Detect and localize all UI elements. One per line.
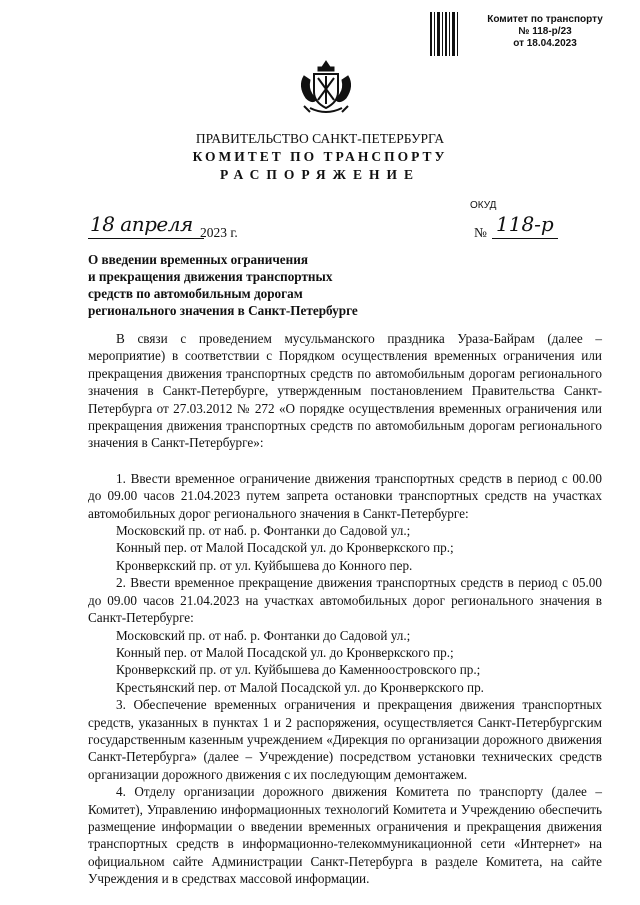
road-item: Кронверкский пр. от ул. Куйбышева до Каменноостровского пр.; [116, 662, 481, 678]
item-4-paragraph: 4. Отделу организации дорожного движения Комитета по транспорту (далее – Комитет), Управлению информационных технологий Комитета и Учреждению обеспечить размещение информации о введении временных ограничения и прекращения движения транспортных средств в информационно-телекоммуникационной сети «Интернет» на официальном сайте Администрации Санкт-Петербурга в разделе Комитета, на сайте Учреждения и в средствах массовой информации. [88, 784, 602, 887]
okud-label: ОКУД [470, 200, 497, 211]
document-subject [88, 251, 418, 319]
intro-paragraph: В связи с проведением мусульманского праздника Ураза-Байрам (далее – мероприятие) в соответствии с Порядком осуществления временных ограничения или прекращения движения транспортных средств по автомобильным дорогам регионального значения в Санкт-Петербурге, утвержденным постановлением Правительства Санкт-Петербурга от 27.03.2012 № 272 «О порядке осуществления временных ограничения или прекращения движения транспортных средств по автомобильным дорогам регионального значения в Санкт-Петербурге»: [88, 331, 602, 451]
subject-line: регионального значения в Санкт-Петербурге [88, 303, 358, 318]
date-year: 2023 г. [200, 225, 238, 240]
road-item: Кронверкский пр. от ул. Куйбышева до Конного пер. [116, 557, 413, 573]
item-3-paragraph: 3. Обеспечение временных ограничения и прекращения движения транспортных средств, указанных в пунктах 1 и 2 распоряжения, осуществляется Санкт-Петербургским государственным казенным учреждением «Дирекция по организации дорожного движения Санкт-Петербурга» (далее – Учреждение) посредством установки технических средств организации дорожного движения с их последующим демонтажем. [88, 697, 602, 782]
subject-line: средств по автомобильным дорогам [88, 286, 303, 301]
coat-of-arms-icon [296, 58, 356, 118]
document-body [88, 330, 602, 888]
registration-stamp [430, 12, 630, 56]
road-item: Конный пер. от Малой Посадской ул. до Кронверкского пр.; [116, 540, 454, 556]
subject-line: О введении временных ограничения [88, 252, 308, 267]
handwritten-number: 118-р [496, 212, 554, 236]
road-item: Московский пр. от наб. р. Фонтанки до Садовой ул.; [116, 627, 411, 643]
number-label: № [474, 225, 487, 240]
road-item: Конный пер. от Малой Посадской ул. до Кронверкского пр.; [116, 644, 454, 660]
road-item: Московский пр. от наб. р. Фонтанки до Садовой ул.; [116, 523, 411, 539]
stamp-line-1: Комитет по транспорту [487, 14, 603, 25]
handwritten-date: 18 апреля [90, 212, 193, 236]
item-2-paragraph: 2. Ввести временное прекращение движения транспортных средств в период с 05.00 до 09.00 часов 21.04.2023 на участках автомобильных дорог регионального значения в Санкт-Петербурге: [88, 575, 602, 626]
subject-line: и прекращения движения транспортных [88, 269, 333, 284]
committee-heading: КОМИТЕТ ПО ТРАНСПОРТУ [192, 149, 448, 164]
stamp-line-3: от 18.04.2023 [513, 38, 577, 49]
road-item: Крестьянский пер. от Малой Посадской ул. до Кронверкского пр. [116, 679, 484, 695]
item-1-paragraph: 1. Ввести временное ограничение движения транспортных средств в период с 00.00 до 09.00 часов 21.04.2023 путем запрета остановки транспортных средств на участках автомобильных дорог регионального значения в Санкт-Петербурге: [88, 470, 602, 521]
stamp-line-2: № 118-р/23 [518, 26, 572, 37]
document-type-heading: РАСПОРЯЖЕНИЕ [219, 167, 421, 182]
government-heading: ПРАВИТЕЛЬСТВО САНКТ-ПЕТЕРБУРГА [195, 131, 445, 146]
